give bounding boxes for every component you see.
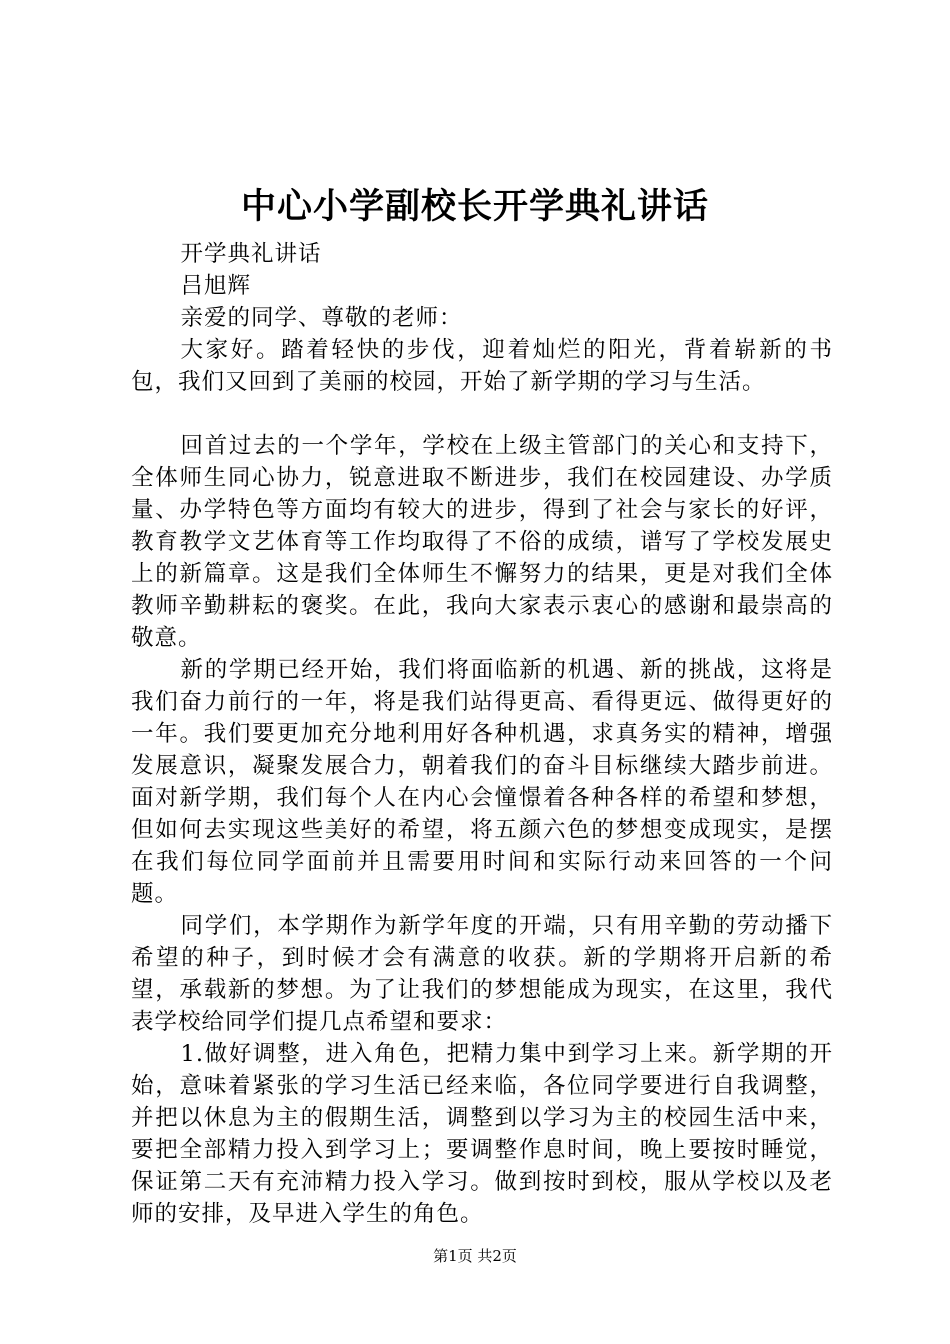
document-title: 中心小学副校长开学典礼讲话: [240, 186, 709, 227]
body-paragraph: 大家好。踏着轻快的步伐，迎着灿烂的阳光，背着崭新的书包，我们又回到了美丽的校园，开始了新学期的学习与生活。: [131, 337, 833, 395]
body-paragraph: 吕旭辉: [180, 273, 252, 299]
body-paragraph: 新的学期已经开始，我们将面临新的机遇、新的挑战，这将是我们奋力前行的一年，将是我们站得更高、看得更远、做得更好的一年。我们要更加充分地利用好各种机遇，求真务实的精神，增强发展意识，凝聚发展合力，朝着我们的奋斗目标继续大踏步前进。面对新学期，我们每个人在内心会憧憬着各种各样的希望和梦想，但如何去实现这些美好的希望，将五颜六色的梦想变成现实，是摆在我们每位同学面前并且需要用时间和实际行动来回答的一个问题。: [131, 657, 833, 907]
body-paragraph: 开学典礼讲话: [180, 241, 322, 267]
page-footer: 第1页 共2页: [433, 1247, 517, 1265]
document-body: [131, 238, 833, 1230]
body-paragraph: 1.做好调整，进入角色，把精力集中到学习上来。新学期的开始，意味着紧张的学习生活已经来临，各位同学要进行自我调整，并把以休息为主的假期生活，调整到以学习为主的校园生活中来，要把全部精力投入到学习上；要调整作息时间，晚上要按时睡觉，保证第二天有充沛精力投入学习。做到按时到校，服从学校以及老师的安排，及早进入学生的角色。: [131, 1041, 833, 1227]
body-paragraph: 同学们，本学期作为新学年度的开端，只有用辛勤的劳动播下希望的种子，到时候才会有满意的收获。新的学期将开启新的希望，承载新的梦想。为了让我们的梦想能成为现实，在这里，我代表学校给同学们提几点希望和要求：: [131, 913, 833, 1035]
body-paragraph: 回首过去的一个学年，学校在上级主管部门的关心和支持下，全体师生同心协力，锐意进取不断进步，我们在校园建设、办学质量、办学特色等方面均有较大的进步，得到了社会与家长的好评，教育教学文艺体育等工作均取得了不俗的成绩，谱写了学校发展史上的新篇章。这是我们全体师生不懈努力的结果，更是对我们全体教师辛勤耕耘的褒奖。在此，我向大家表示衷心的感谢和最崇高的敬意。: [131, 433, 833, 651]
body-paragraph: 亲爱的同学、尊敬的老师：: [180, 305, 463, 331]
